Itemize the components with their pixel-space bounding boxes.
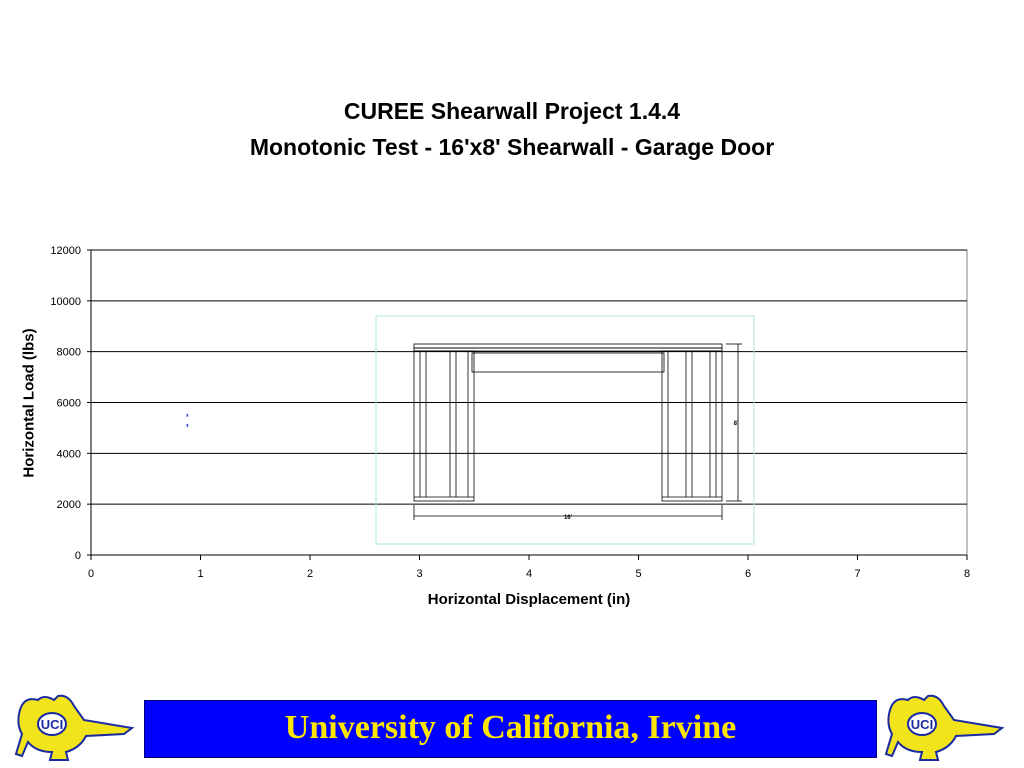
y-tick-label: 8000 [56, 346, 81, 359]
uci-anteater-logo-left [14, 690, 140, 762]
height-dimension-label: 8' [733, 421, 739, 427]
width-dimension-label: 16' [563, 515, 573, 521]
uci-anteater-logo-right [884, 690, 1010, 762]
x-tick-label: 2 [306, 568, 314, 580]
x-axis-label: Horizontal Displacement (in) [427, 591, 631, 608]
data-point [187, 424, 189, 427]
x-tick-label: 6 [744, 568, 752, 580]
svg-text:UCI: UCI [910, 717, 934, 732]
data-point [187, 414, 189, 417]
x-tick-label: 3 [416, 568, 423, 580]
chart-subtitle: Monotonic Test - 16'x8' Shearwall - Garage Door [249, 134, 775, 160]
x-tick-label: 1 [197, 568, 204, 580]
y-tick-label: 0 [74, 550, 81, 562]
x-tick-label: 7 [854, 568, 861, 580]
footer-institution: University of California, Irvine [284, 709, 737, 746]
chart-title: CUREE Shearwall Project 1.4.4 [343, 98, 681, 124]
y-tick-label: 2000 [56, 499, 81, 512]
svg-text:UCI: UCI [40, 717, 64, 732]
x-tick-label: 5 [635, 568, 642, 580]
y-tick-label: 4000 [56, 448, 81, 461]
x-tick-label: 4 [525, 568, 533, 580]
y-tick-label: 6000 [56, 397, 81, 410]
footer-banner [144, 700, 877, 758]
x-tick-label: 8 [963, 568, 971, 580]
y-tick-label: 12000 [50, 245, 81, 257]
y-tick-label: 10000 [50, 295, 81, 308]
x-tick-label: 0 [87, 568, 95, 580]
y-axis-label: Horizontal Load (lbs) [20, 328, 38, 478]
y-axis-label-wrap [16, 250, 42, 556]
